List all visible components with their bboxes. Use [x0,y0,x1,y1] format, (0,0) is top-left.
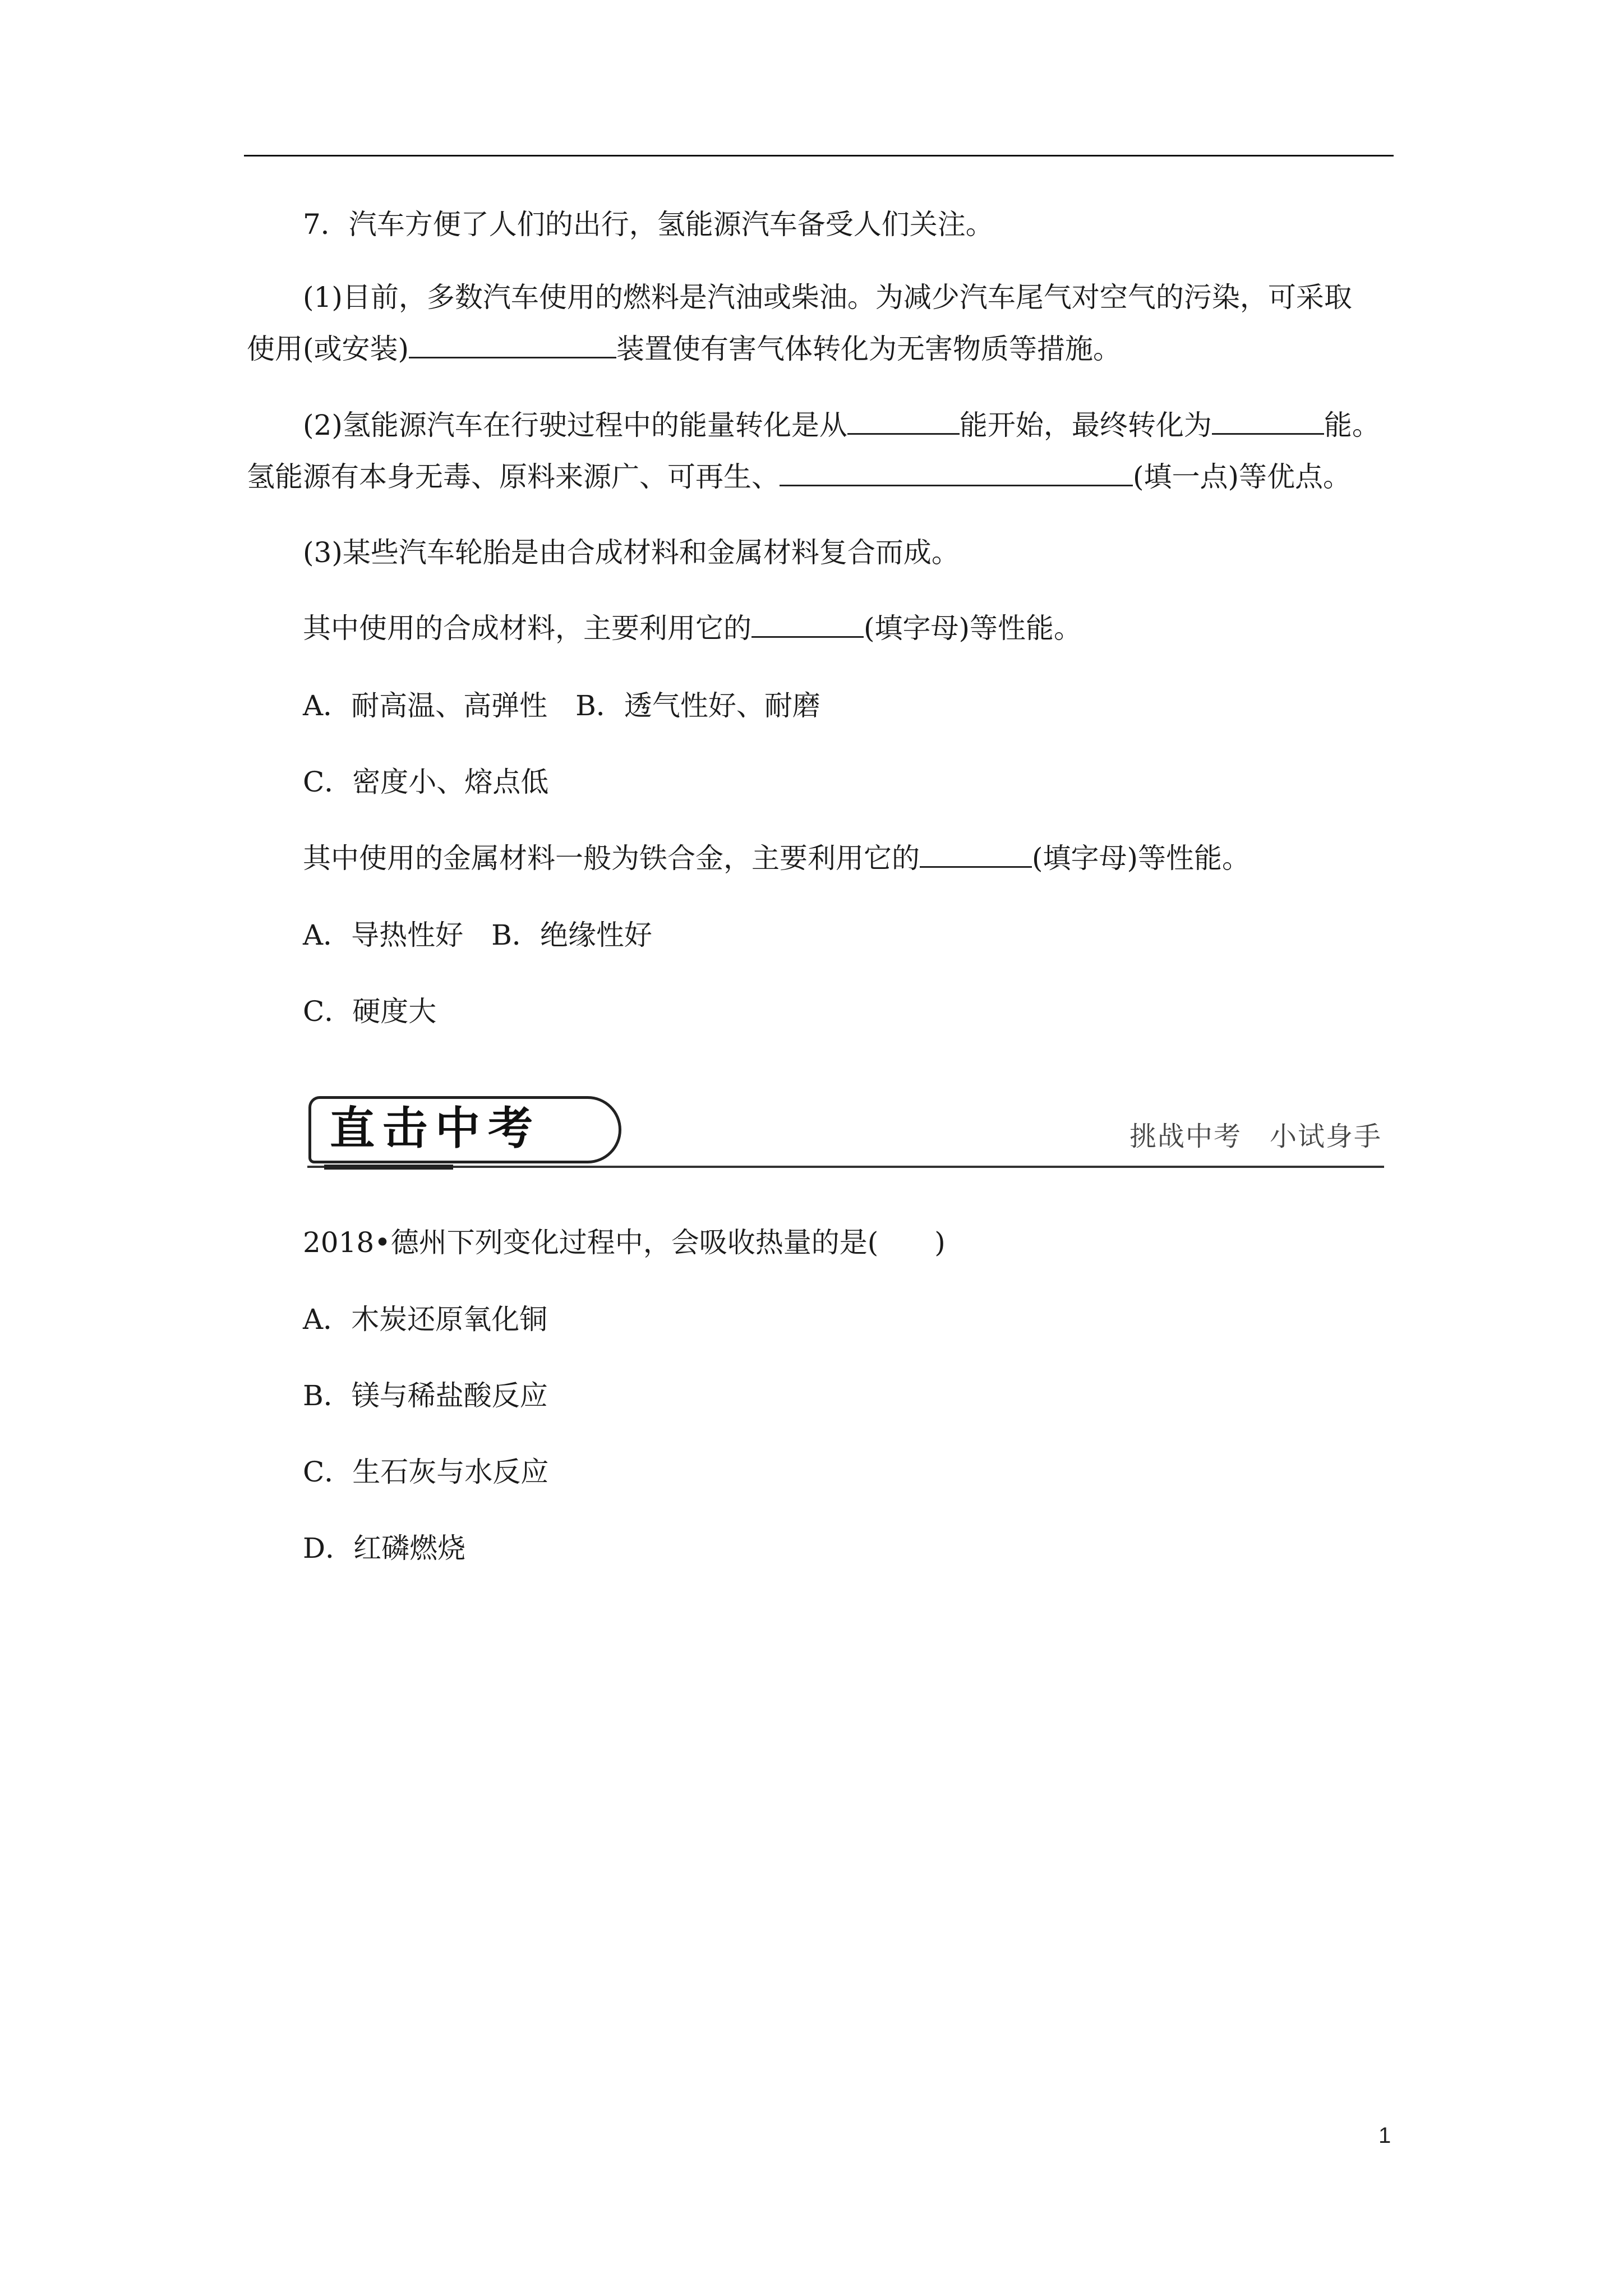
answer-blank[interactable] [920,841,1032,868]
exam-option-b[interactable]: B．镁与稀盐酸反应 [303,1379,548,1412]
banner-accent-bar [324,1165,453,1170]
q7-part1-line2: 使用(或安装) 装置使有害气体转化为无害物质等措施。 [247,333,1122,365]
metal-options-ab: A．导热性好 B．绝缘性好 [303,919,652,951]
answer-blank[interactable] [847,408,960,435]
exam-option-a[interactable]: A．木炭还原氧化铜 [303,1303,548,1336]
exam-option-d[interactable]: D．红磷燃烧 [303,1532,466,1565]
banner-underline [307,1166,1384,1168]
answer-blank[interactable] [780,460,1133,486]
q7-stem: 7．汽车方便了人们的出行，氢能源汽车备受人们关注。 [303,208,994,241]
page-number: 1 [1378,2123,1391,2148]
q7-part3: (3)某些汽车轮胎是由合成材料和金属材料复合而成。 [303,536,960,569]
metal-option-c: C．硬度大 [303,995,437,1028]
exam-question-stem: 2018•德州下列变化过程中，会吸收热量的是( ) [303,1226,946,1259]
section-banner [307,1094,1384,1172]
header-rule [244,155,1394,157]
q7-part2-line2: 氢能源有本身无毒、原料来源广、可再生、 (填一点)等优点。 [247,461,1352,493]
q7-metal-question: 其中使用的金属材料一般为铁合金，主要利用它的 (填字母)等性能。 [303,842,1251,875]
answer-blank[interactable] [751,611,864,638]
banner-frame-cap [571,1096,621,1163]
q7-part2-line1: (2)氢能源汽车在行驶过程中的能量转化是从 能开始，最终转化为 能。 [303,409,1380,441]
synthetic-options-ab: A．耐高温、高弹性 B．透气性好、耐磨 [303,689,820,722]
q7-synthetic-question: 其中使用的合成材料，主要利用它的 (填字母)等性能。 [303,612,1082,645]
answer-blank[interactable] [409,332,616,358]
banner-title: 直击中考 [330,1102,541,1154]
synthetic-option-c: C．密度小、熔点低 [303,766,549,798]
exam-option-c[interactable]: C．生石灰与水反应 [303,1456,549,1488]
answer-blank[interactable] [1212,408,1324,435]
q7-part1-line1: (1)目前，多数汽车使用的燃料是汽油或柴油。为减少汽车尾气对空气的污染，可采取 [303,281,1352,314]
banner-subtitle: 挑战中考 小试身手 [1129,1121,1382,1152]
